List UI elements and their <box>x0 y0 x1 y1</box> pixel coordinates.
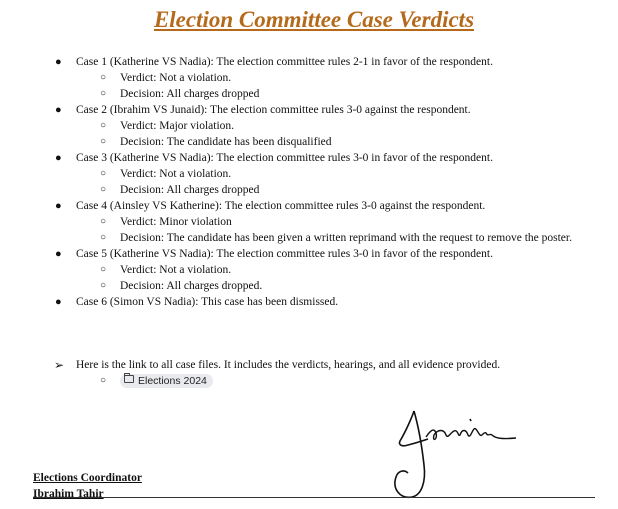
circle-bullet-icon: ○ <box>100 280 107 291</box>
case-list <box>52 54 572 310</box>
link-chip-item <box>76 373 500 389</box>
detail-text: Verdict: Not a violation. <box>120 264 232 276</box>
disc-bullet-icon: ● <box>55 56 62 68</box>
circle-bullet-icon: ○ <box>100 168 107 179</box>
disc-bullet-icon: ● <box>55 152 62 164</box>
decision-item <box>76 230 572 246</box>
case-summary: Case 1 (Katherine VS Nadia): The election committee rules 2-1 in favor of the respondent. <box>76 56 493 68</box>
detail-text: Verdict: Major violation. <box>120 120 235 132</box>
detail-text: Decision: The candidate has been disqualified <box>120 136 332 148</box>
case-details <box>76 166 572 198</box>
decision-item <box>76 134 572 150</box>
folder-icon <box>124 375 134 383</box>
case-summary: Case 2 (Ibrahim VS Junaid): The election committee rules 3-0 against the respondent. <box>76 104 471 116</box>
case-details <box>76 214 572 246</box>
detail-text: Verdict: Not a violation. <box>120 168 232 180</box>
circle-bullet-icon: ○ <box>100 264 107 275</box>
verdict-item <box>76 118 572 134</box>
detail-text: Decision: All charges dropped. <box>120 280 263 292</box>
document-title: Election Committee Case Verdicts <box>153 7 475 32</box>
signer-role: Elections Coordinator <box>33 472 142 484</box>
case-details <box>76 118 572 150</box>
detail-text: Decision: The candidate has been given a written reprimand with the request to remove the poster. <box>120 232 572 244</box>
decision-item <box>76 86 572 102</box>
detail-text: Decision: All charges dropped <box>120 184 260 196</box>
circle-bullet-icon: ○ <box>100 232 107 243</box>
link-section <box>52 357 500 389</box>
detail-text: Verdict: Not a violation. <box>120 72 232 84</box>
signer-name: Ibrahim Tahir <box>33 488 104 500</box>
case-details <box>76 262 572 294</box>
circle-bullet-icon: ○ <box>100 375 107 386</box>
link-sub-list <box>76 373 500 389</box>
circle-bullet-icon: ○ <box>100 88 107 99</box>
case-item <box>52 54 572 102</box>
decision-item <box>76 278 572 294</box>
disc-bullet-icon: ● <box>55 104 62 116</box>
disc-bullet-icon: ● <box>55 296 62 308</box>
signature-image <box>388 403 523 503</box>
chip-label: Elections 2024 <box>138 375 207 387</box>
case-item <box>52 150 572 198</box>
verdict-item <box>76 214 572 230</box>
case-summary: Case 6 (Simon VS Nadia): This case has been dismissed. <box>76 296 339 308</box>
circle-bullet-icon: ○ <box>100 216 107 227</box>
elections-folder-chip[interactable] <box>120 374 213 388</box>
verdict-item <box>76 262 572 278</box>
link-description <box>52 357 500 389</box>
case-item <box>52 294 572 310</box>
link-description-text: Here is the link to all case files. It includes the verdicts, hearings, and all evidence provided. <box>76 359 501 371</box>
case-item <box>52 102 572 150</box>
circle-bullet-icon: ○ <box>100 120 107 131</box>
disc-bullet-icon: ● <box>55 248 62 260</box>
case-summary: Case 3 (Katherine VS Nadia): The election committee rules 3-0 in favor of the respondent. <box>76 152 493 164</box>
verdict-item <box>76 166 572 182</box>
detail-text: Decision: All charges dropped <box>120 88 260 100</box>
circle-bullet-icon: ○ <box>100 184 107 195</box>
verdict-item <box>76 70 572 86</box>
case-item <box>52 246 572 294</box>
case-summary: Case 4 (Ainsley VS Katherine): The election committee rules 3-0 against the respondent. <box>76 200 486 212</box>
case-details <box>76 70 572 102</box>
decision-item <box>76 182 572 198</box>
detail-text: Verdict: Minor violation <box>120 216 232 228</box>
case-item <box>52 198 572 246</box>
footer-divider <box>33 497 595 498</box>
circle-bullet-icon: ○ <box>100 136 107 147</box>
circle-bullet-icon: ○ <box>100 72 107 83</box>
disc-bullet-icon: ● <box>55 200 62 212</box>
arrow-bullet-icon: ➢ <box>54 358 65 372</box>
case-summary: Case 5 (Katherine VS Nadia): The election committee rules 3-0 in favor of the respondent. <box>76 248 493 260</box>
